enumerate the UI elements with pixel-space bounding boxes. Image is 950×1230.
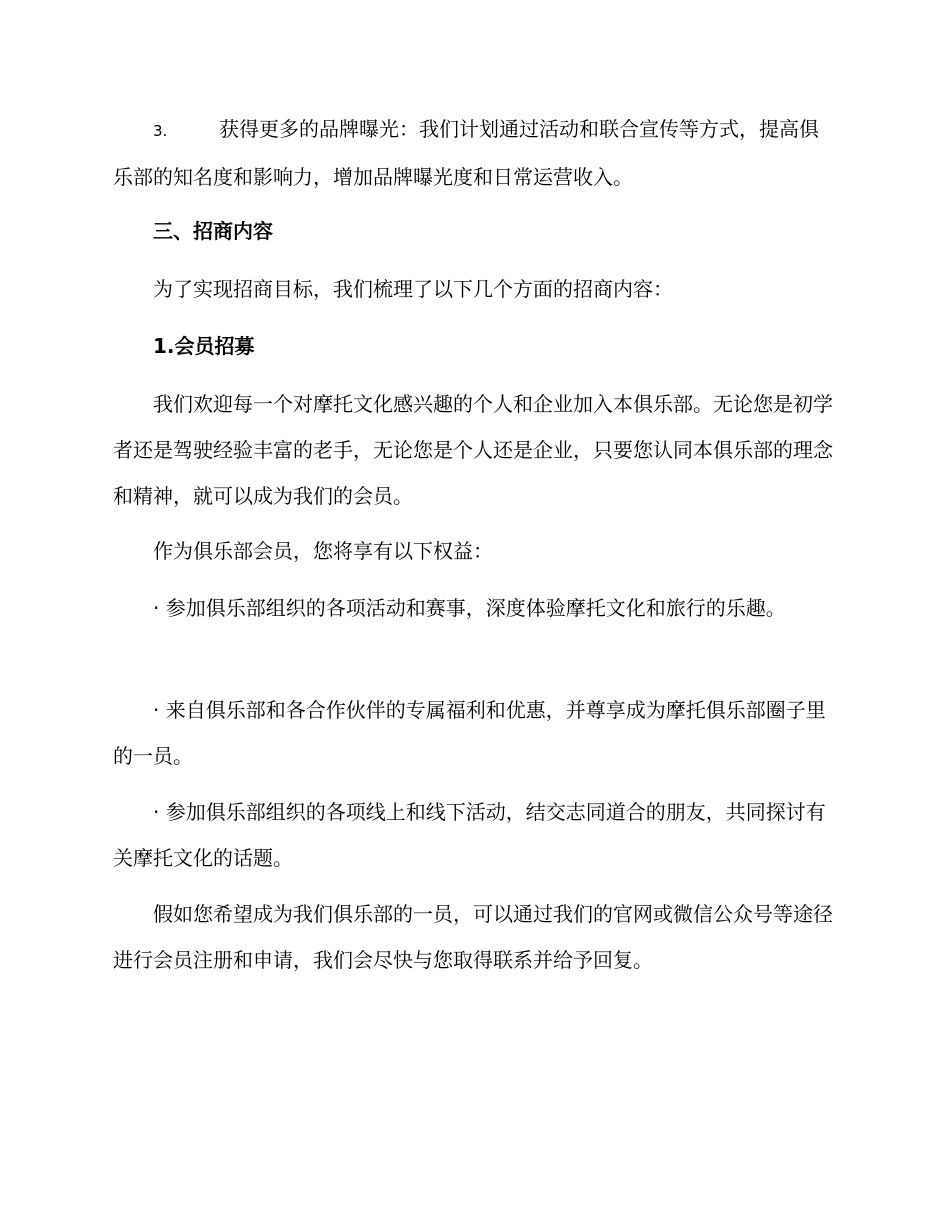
welcome-paragraph: 我们欢迎每一个对摩托文化感兴趣的个人和企业加入本俱乐部。无论您是初学者还是驾驶经验丰富的老手，无论您是个人还是企业，只要您认同本俱乐部的理念和精神，就可以成为我们的会员。	[113, 392, 833, 508]
benefit-item: · 参加俱乐部组织的各项线上和线下活动，结交志同道合的朋友，共同探讨有关摩托文化的话题。	[113, 800, 826, 870]
list-item-text: 获得更多的品牌曝光：我们计划通过活动和联合宣传等方式，提高俱乐部的知名度和影响力，增加品牌曝光度和日常运营收入。	[113, 117, 819, 189]
benefits-intro: 作为俱乐部会员，您将享有以下权益：	[153, 539, 493, 563]
section-heading: 三、招商内容	[153, 219, 273, 243]
benefit-item: · 参加俱乐部组织的各项活动和赛事，深度体验摩托文化和旅行的乐趣。	[153, 596, 786, 620]
list-item-number: 3.	[153, 122, 168, 140]
subsection-heading: 1.会员招募	[153, 334, 255, 358]
intro-paragraph: 为了实现招商目标，我们梳理了以下几个方面的招商内容：	[153, 277, 673, 301]
closing-paragraph: 假如您希望成为我们俱乐部的一员，可以通过我们的官网或微信公众号等途径进行会员注册和申请，我们会尽快与您取得联系并给予回复。	[113, 902, 833, 972]
list-item-3	[113, 106, 837, 200]
benefit-item: · 来自俱乐部和各合作伙伴的专属福利和优惠，并尊享成为摩托俱乐部圈子里的一员。	[113, 698, 826, 768]
